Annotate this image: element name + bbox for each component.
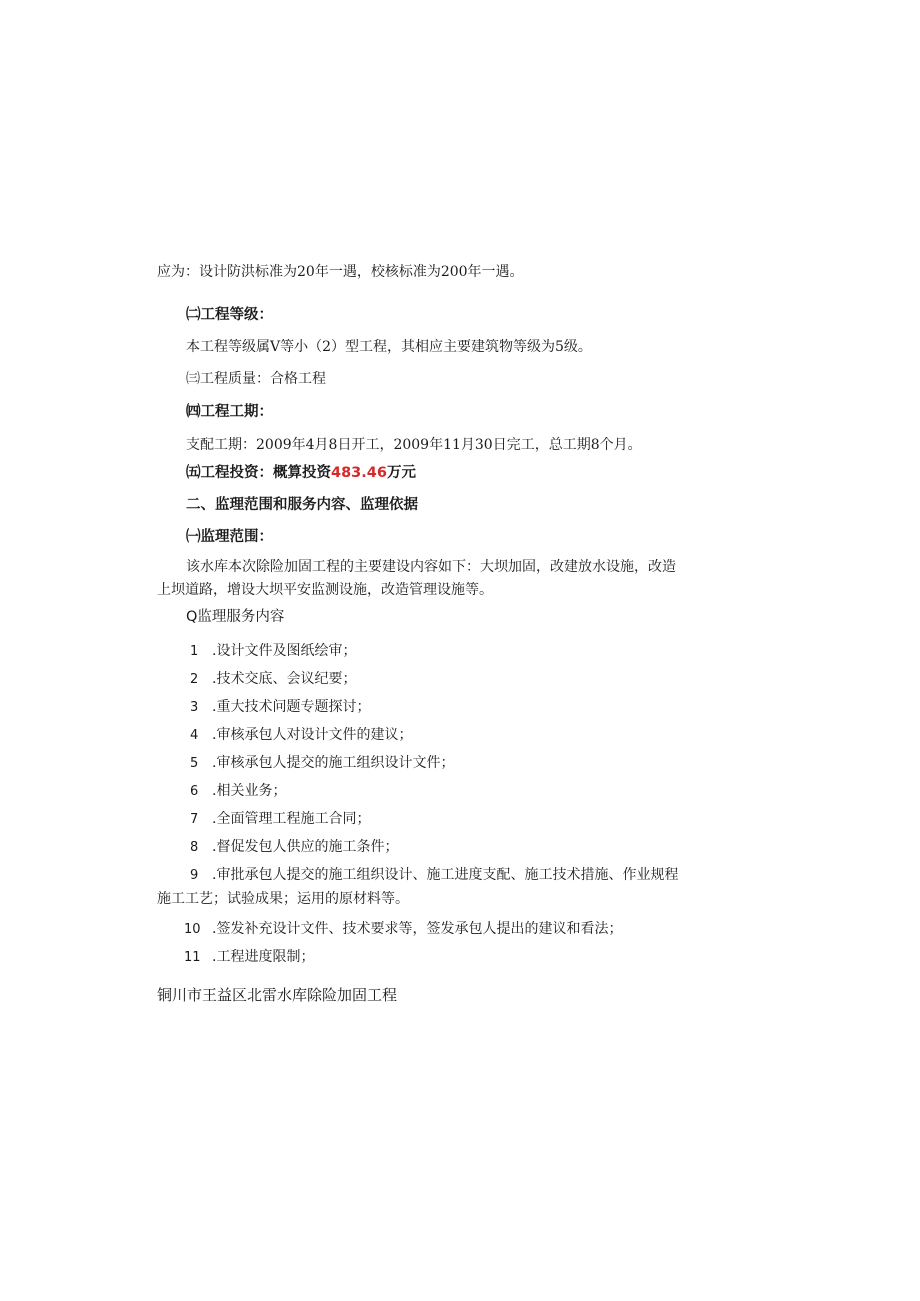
grade-heading: ㈡工程等级： [186,307,273,323]
list-item: 1 .设计文件及图纸绘审； [190,643,357,659]
list-item-continuation: 施工工艺；试验成果；运用的原材料等。 [157,891,409,907]
investment-amount: 483.46 [331,465,387,481]
scope-heading: ㈠监理范围： [186,529,273,545]
scope-text-line-2: 上坝道路，增设大坝平安监测设施，改造管理设施等。 [157,582,493,598]
list-item: 9 .审批承包人提交的施工组织设计、施工进度支配、施工技术措施、作业规程 [190,867,679,883]
period-text: 支配工期：2009年4月8日开工，2009年11月30日完工，总工期8个月。 [186,437,642,453]
investment-unit: 万元 [386,465,416,481]
list-item: 3 .重大技术问题专题探讨； [190,699,371,715]
service-heading: Q监理服务内容 [186,609,285,625]
list-item: 7 .全面管理工程施工合同； [190,811,371,827]
quality-text: ㈢工程质量：合格工程 [186,371,326,387]
list-item: 5 .审核承包人提交的施工组织设计文件； [190,755,455,771]
standard-text: 应为：设计防洪标准为20年一遇，校核标准为200年一遇。 [157,264,524,280]
grade-text: 本工程等级属Ⅴ等小（2）型工程，其相应主要建筑物等级为5级。 [186,339,592,355]
section-two-heading: 二、监理范围和服务内容、监理依据 [186,497,418,513]
investment-label: ㈤工程投资：概算投资 [186,465,331,481]
scope-text-line-1: 该水库本次除险加固工程的主要建设内容如下：大坝加固，改建放水设施，改造 [186,559,676,575]
period-heading: ㈣工程工期： [186,404,273,420]
document-footer: 铜川市王益区北雷水库除险加固工程 [157,986,398,1004]
list-item: 8 .督促发包人供应的施工条件； [190,839,399,855]
list-item: 6 .相关业务； [190,783,287,799]
investment-line [186,463,416,483]
list-item: 11 .工程进度限制； [184,949,315,965]
list-item: 2 .技术交底、会议纪要； [190,671,357,687]
list-item: 10 .签发补充设计文件、技术要求等，签发承包人提出的建议和看法； [184,921,623,937]
list-item: 4 .审核承包人对设计文件的建议； [190,727,413,743]
